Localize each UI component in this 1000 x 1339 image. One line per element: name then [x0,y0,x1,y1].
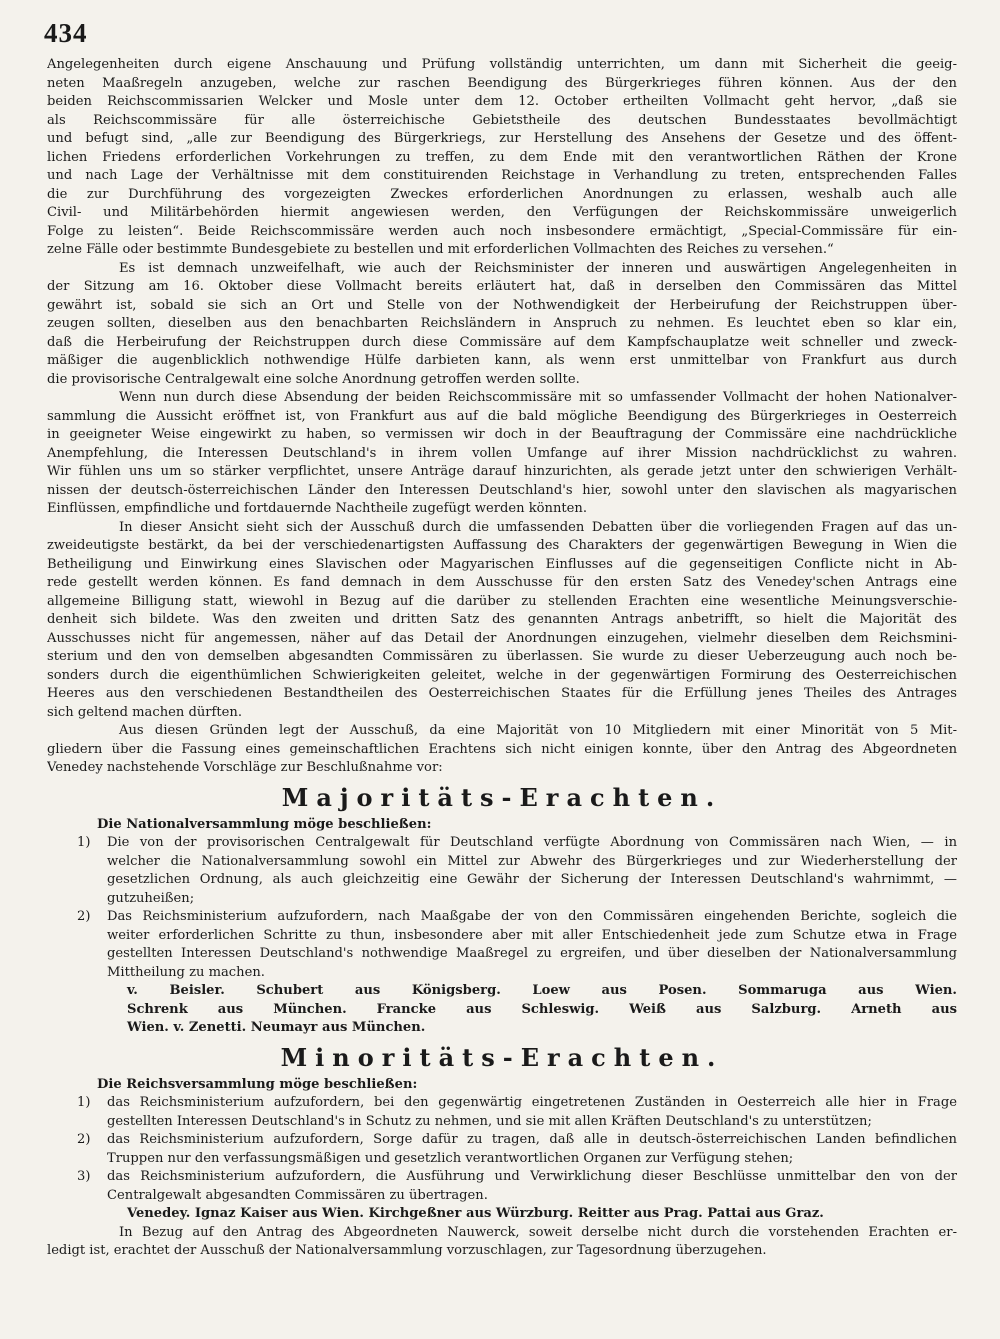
majority-items [47,834,957,982]
text-line [47,1168,957,1187]
text-line: neten Maaßregeln anzugeben, welche zur raschen Beendigung des Bürgerkrieges führen können. Aus der den [47,75,957,91]
page-number: 434 [44,18,88,48]
text-line: Heeres aus den verschiedenen Bestandtheilen des Oesterreichischen Staates für die Erfüllung jenes Theiles des Antrages [47,686,957,701]
text-line: Ausschusses nicht für angemessen, näher auf das Detail der Anordnungen einzugehen, vielmehr dieselben dem Reichsmini- [47,630,957,646]
text-line: beiden Reichscommissarien Welcker und Mosle unter dem 12. October ertheilten Vollmacht geht hervor, „daß sie [47,94,957,109]
item-number: 2) [77,909,91,924]
text-line: In dieser Ansicht sieht sich der Ausschuß durch die umfassenden Debatten über die vorliegenden Fragen auf das un- [119,519,957,535]
text-line: die provisorische Centralgewalt eine solche Anordnung getroffen werden sollte. [47,371,580,387]
text-line: daß die Herbeirufung der Reichstruppen durch diese Commissäre auf dem Kampfschauplatze weit schneller und zweck- [47,334,957,350]
item-number: 2) [77,1132,91,1147]
text-line: welcher die Nationalversammlung sowohl ein Mittel zur Abwehr des Bürgerkrieges und zur Wiederherstellung der [107,853,957,869]
text-line: Venedey nachstehende Vorschläge zur Beschlußnahme vor: [47,760,443,775]
text-line: zelne Fälle oder bestimmte Bundesgebiete zu bestellen und mit erforderlichen Vollmachten des Reiches zu versehen.“ [47,242,834,257]
majority-signatories [47,982,957,1038]
majority-heading: Majoritäts-Erachten. [281,782,723,812]
text-line: Folge zu leisten“. Beide Reichscommissäre werden auch noch insbesondere ermächtigt, „Special-Commissäre für ein- [47,223,957,239]
text-line: Schrenk aus München. Francke aus Schleswig. Weiß aus Salzburg. Arneth aus [127,1001,957,1017]
item-text: das Reichsministerium aufzufordern, Sorge dafür zu tragen, daß alle in deutsch-österreichischen Landen befindlichen [107,1132,957,1147]
item-number: 1) [77,835,91,850]
text-line [47,908,957,927]
text-line: rede gestellt werden können. Es fand demnach in dem Ausschusse für den ersten Satz des Venedey'schen Antrags eine [47,575,957,590]
majority-intro: Die Nationalversammlung möge beschließen: [97,816,432,832]
text-line: ledigt ist, erachtet der Ausschuß der Nationalversammlung vorzuschlagen, zur Tagesordnung überzugehen. [47,1243,767,1258]
text-line: Centralgewalt abgesandten Commissären zu übertragen. [107,1187,488,1203]
text-line: gesetzlichen Ordnung, als auch gleichzeitig eine Gewähr der Sicherung der Interessen Deutschland's wahrnimmt, — [107,872,957,887]
text-line: sonders durch die eigenthümlichen Schwierigkeiten geleitet, welche in der gegenwärtigen Formirung des Oesterreichischen [47,667,957,683]
item-number: 3) [77,1169,91,1184]
text-line: Wenn nun durch diese Absendung der beiden Reichscommissäre mit so umfassender Vollmacht der hohen Nationalver- [119,390,957,405]
text-line: gestellten Interessen Deutschland's nothwendige Maaßregel zu ergreifen, und über dieselben der Nationalversammlung [107,946,957,961]
item-text: Das Reichsministerium aufzufordern, nach Maaßgabe der von den Commissären eingehenden Berichte, sogleich die [107,909,957,924]
text-line: Venedey. Ignaz Kaiser aus Wien. Kirchgeßner aus Würzburg. Reitter aus Prag. Pattai aus Graz. [127,1206,824,1221]
closing-paragraph [47,1224,957,1261]
text-line: Anempfehlung, die Interessen Deutschland's in ihrem vollen Umfange auf ihrer Mission nachdrücklichst zu wahren. [47,445,957,461]
item-text: das Reichsministerium aufzufordern, bei den gegenwärtig eingetretenen Zuständen in Oesterreich alle hier in Frage [107,1095,957,1110]
text-line: Einflüssen, empfindliche und fortdauernde Nachtheile zugefügt werden könnten. [47,501,587,516]
item-text: Die von der provisorischen Centralgewalt für Deutschland verfügte Abordnung von Commissären nach Wien, — in [107,835,957,850]
text-line: Wir fühlen uns um so stärker verpflichtet, unsere Anträge darauf hinzurichten, als gerade jetzt unter den schwierigen Verhält- [47,464,957,479]
minority-items [47,1094,957,1205]
text-line: Es ist demnach unzweifelhaft, wie auch der Reichsminister der inneren und auswärtigen Angelegenheiten in [119,260,957,276]
text-line: Truppen nur den verfassungsmäßigen und gesetzlich verantwortlichen Organen zur Verfügung stehen; [107,1150,794,1166]
text-line: gewährt ist, sobald sie sich an Ort und Stelle von der Nothwendigkeit der Herbeirufung der Reichstruppen über- [47,297,957,313]
minority-intro: Die Reichsversammlung möge beschließen: [97,1076,418,1092]
text-line: v. Beisler. Schubert aus Königsberg. Loew aus Posen. Sommaruga aus Wien. [127,983,957,998]
text-line: nissen der deutsch-österreichischen Länder den Interessen Deutschland's hier, sowohl unter den slavischen als magyarischen [47,482,957,498]
text-line: Civil- und Militärbehörden hiermit angewiesen werden, den Verfügungen der Reichskommissäre unweigerlich [47,205,957,220]
minority-signatories [47,1205,957,1224]
paragraph-2 [47,260,957,390]
text-line: in geeigneter Weise eingewirkt zu haben, so vermissen wir doch in der Beauftragung der Commissäre eine nachdrückliche [47,427,957,442]
text-line: Wien. v. Zenetti. Neumayr aus München. [127,1020,426,1035]
minority-heading: Minoritäts-Erachten. [280,1042,724,1072]
text-line: In Bezug auf den Antrag des Abgeordneten Nauwerck, soweit derselbe nicht durch die vorstehenden Erachten er- [119,1224,957,1240]
text-line: sammlung die Aussicht eröffnet ist, von Frankfurt aus auf die bald mögliche Beendigung des Bürgerkrieges in Oesterreich [47,408,957,424]
paragraph-1 [47,56,957,260]
text-line: und befugt sind, „alle zur Beendigung des Bürgerkriegs, zur Herstellung des Ansehens der Gesetze und des öffent- [47,131,957,146]
text-line: als Reichscommissäre für alle österreichische Gebietstheile des deutschen Bundesstaates bevollmächtigt [47,112,957,128]
text-line: allgemeine Billigung statt, wiewohl in Bezug auf die darüber zu stellenden Erachten eine wesentliche Meinungsverschie- [47,593,957,609]
text-line: lichen Friedens erforderlichen Vorkehrungen zu treffen, zu dem Ende mit den verantwortlichen Räthen der Krone [47,149,957,165]
text-line: gestellten Interessen Deutschland's in Schutz zu nehmen, und sie mit allen Kräften Deutschland's zu unterstützen; [107,1113,872,1129]
text-line: weiter erforderlichen Schritte zu thun, insbesondere aber mit aller Entschiedenheit jede zum Schutze etwa in Frage [107,927,957,943]
text-line: mäßiger die augenblicklich nothwendige Hülfe darbieten kann, als wenn erst unmittelbar von Frankfurt aus durch [47,353,957,368]
text-line: der Sitzung am 16. Oktober diese Vollmacht bereits erläutert hat, daß in derselben den Commissären das Mittel [47,279,957,294]
text-line: Aus diesen Gründen legt der Ausschuß, da eine Majorität von 10 Mitgliedern mit einer Minorität von 5 Mit- [119,723,957,738]
text-line: zweideutigste bestärkt, da bei der verschiedenartigsten Auffassung des Charakters der gegenwärtigen Bewegung in Wien die [47,538,957,553]
text-line: Betheiligung und Einwirkung eines Slavischen oder Magyarischen Einflusses auf die gegenseitigen Conflicte nicht in Ab- [47,556,957,572]
text-line: gutzuheißen; [107,890,195,906]
text-line: sterium und den von demselben abgesandten Commissären zu überlassen. Sie wurde zu dieser Ueberzeugung auch noch be- [47,649,957,664]
text-line [47,834,957,853]
text-line: Mittheilung zu machen. [107,964,265,980]
text-line: denheit sich bildete. Was den zweiten und dritten Satz des genannten Antrags anbetrifft, so hielt die Majorität des [47,612,957,627]
text-line: Angelegenheiten durch eigene Anschauung und Prüfung vollständig unterrichten, um dann mit Sicherheit die geeig- [47,57,957,72]
item-number: 1) [77,1095,91,1110]
text-line: die zur Durchführung des vorgezeigten Zweckes erforderlichen Anordnungen zu erlassen, weshalb auch alle [47,186,957,202]
text-line [47,1131,957,1150]
paragraph-3 [47,389,957,519]
document-body [47,56,957,1261]
paragraph-4 [47,519,957,723]
text-line: zeugen sollten, dieselben aus den benachbarten Reichsländern in Anspruch zu nehmen. Es leuchtet eben so klar ein, [47,316,957,331]
text-line [47,1094,957,1113]
text-line: und nach Lage der Verhältnisse mit dem constituirenden Reichstage in Verhandlung zu treten, entsprechenden Falles [47,168,957,183]
text-line: sich geltend machen dürften. [47,704,242,720]
item-text: das Reichsministerium aufzufordern, die Ausführung und Verwirklichung dieser Beschlüsse unmittelbar den von der [107,1169,957,1184]
text-line: gliedern über die Fassung eines gemeinschaftlichen Erachtens sich nicht einigen konnte, über den Antrag des Abgeordneten [47,741,957,757]
paragraph-5 [47,722,957,778]
